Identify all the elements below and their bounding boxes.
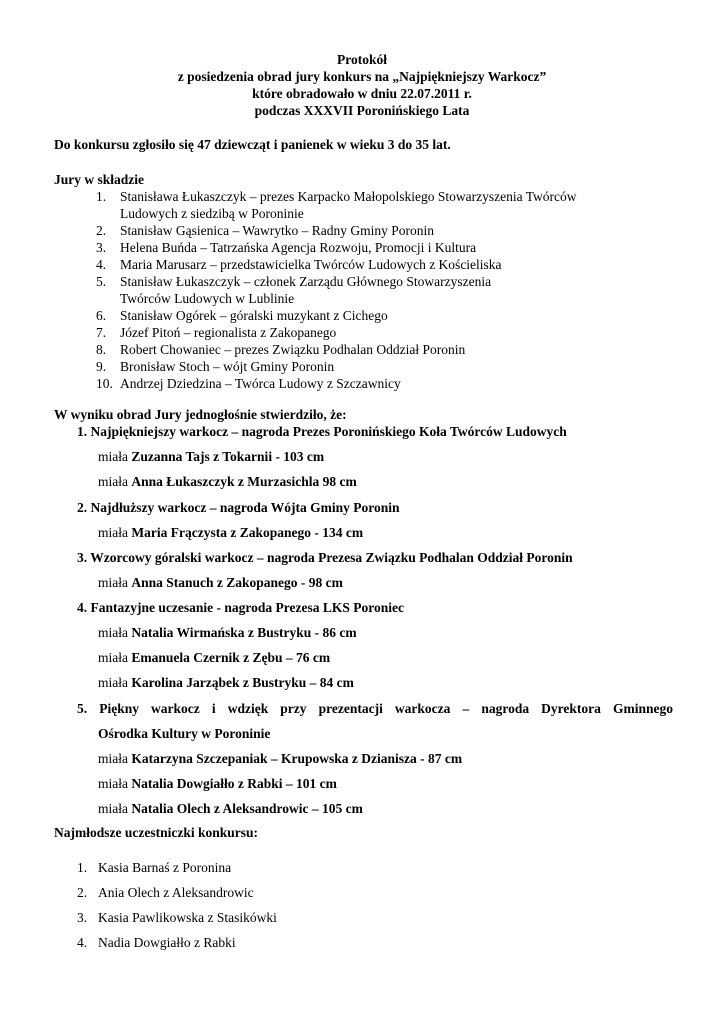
title-line-2: z posiedzenia obrad jury konkurs na „Najpiękniejszy Warkocz” xyxy=(177,69,547,84)
winner-prefix: miała xyxy=(98,801,128,816)
list-number: 1. xyxy=(77,860,88,875)
jury-member xyxy=(96,274,491,290)
participant-name: Kasia Barnaś z Poronina xyxy=(98,860,232,875)
winner-line xyxy=(98,575,343,591)
participant-name: Ania Olech z Aleksandrowic xyxy=(98,885,254,900)
category-title: 5. Piękny warkocz i wdzięk przy prezentacji warkocza – nagroda Dyrektora Gminnego xyxy=(77,701,673,716)
jury-member xyxy=(96,325,336,341)
list-item xyxy=(77,935,236,951)
jury-member-text: Helena Buńda – Tatrzańska Agencja Rozwoju, Promocji i Kultura xyxy=(120,240,477,255)
jury-heading: Jury w składzie xyxy=(54,172,145,187)
list-number: 4. xyxy=(96,257,107,272)
winner-prefix: miała xyxy=(98,776,128,791)
jury-member xyxy=(96,342,465,358)
list-number: 4. xyxy=(77,935,88,950)
list-number: 7. xyxy=(96,325,107,340)
jury-member xyxy=(96,189,577,205)
category-title-continuation: Ośrodka Kultury w Poroninie xyxy=(98,726,271,741)
results-heading: W wyniku obrad Jury jednogłośnie stwierdziło, że: xyxy=(54,407,347,422)
list-number: 10. xyxy=(96,376,113,391)
winner-line xyxy=(98,801,363,817)
winner-line xyxy=(98,525,363,541)
intro-text: Do konkursu zgłosiło się 47 dziewcząt i panienek w wieku 3 do 35 lat. xyxy=(54,137,451,152)
jury-member-continuation: Twórców Ludowych w Lublinie xyxy=(120,291,295,306)
winner-line xyxy=(98,675,354,691)
jury-member xyxy=(96,376,401,392)
title-line-3: które obradowało w dniu 22.07.2011 r. xyxy=(252,86,472,101)
document-title: Protokół xyxy=(337,52,387,67)
winner-line xyxy=(98,474,357,490)
winner-prefix: miała xyxy=(98,525,128,540)
category-title: 2. Najdłuższy warkocz – nagroda Wójta Gminy Poronin xyxy=(77,500,400,515)
winner-prefix: miała xyxy=(98,575,128,590)
list-number: 2. xyxy=(77,885,88,900)
winner-name: Anna Stanuch z Zakopanego - 98 cm xyxy=(131,575,343,590)
participant-name: Kasia Pawlikowska z Stasikówki xyxy=(98,910,277,925)
jury-member-text: Bronisław Stoch – wójt Gminy Poronin xyxy=(120,359,335,374)
category-title: 4. Fantazyjne uczesanie - nagroda Prezesa LKS Poroniec xyxy=(77,600,404,615)
jury-member-text: Stanisław Ogórek – góralski muzykant z Cichego xyxy=(120,308,388,323)
winner-name: Karolina Jarząbek z Bustryku – 84 cm xyxy=(131,675,354,690)
winner-name: Maria Frączysta z Zakopanego - 134 cm xyxy=(131,525,364,540)
winner-line xyxy=(98,751,462,767)
category-title: 1. Najpiękniejszy warkocz – nagroda Prezes Poronińskiego Koła Twórców Ludowych xyxy=(77,424,567,439)
jury-member-continuation: Ludowych z siedzibą w Poroninie xyxy=(120,206,304,221)
winner-prefix: miała xyxy=(98,625,128,640)
winner-line xyxy=(98,776,337,792)
winner-name: Emanuela Czernik z Zębu – 76 cm xyxy=(131,650,331,665)
category-title: 3. Wzorcowy góralski warkocz – nagroda Prezesa Związku Podhalan Oddział Poronin xyxy=(77,550,573,565)
jury-member-text: Stanisław Gąsienica – Wawrytko – Radny Gminy Poronin xyxy=(120,223,435,238)
jury-member-text: Stanisław Łukaszczyk – członek Zarządu Głównego Stowarzyszenia xyxy=(120,274,492,289)
youngest-heading: Najmłodsze uczestniczki konkursu: xyxy=(54,825,259,840)
list-number: 8. xyxy=(96,342,107,357)
winner-name: Natalia Wirmańska z Bustryku - 86 cm xyxy=(131,625,357,640)
winner-line xyxy=(98,650,330,666)
list-number: 3. xyxy=(77,910,88,925)
winner-name: Natalia Olech z Aleksandrowic – 105 cm xyxy=(131,801,363,816)
jury-member-text: Józef Pitoń – regionalista z Zakopanego xyxy=(120,325,337,340)
jury-member-text: Robert Chowaniec – prezes Związku Podhalan Oddział Poronin xyxy=(120,342,466,357)
list-number: 9. xyxy=(96,359,107,374)
participant-name: Nadia Dowgiałło z Rabki xyxy=(98,935,236,950)
winner-prefix: miała xyxy=(98,474,128,489)
jury-member xyxy=(96,308,388,324)
jury-member-text: Stanisława Łukaszczyk – prezes Karpacko Małopolskiego Stowarzyszenia Twórców xyxy=(120,189,577,204)
jury-member xyxy=(96,359,334,375)
winner-name: Natalia Dowgiałło z Rabki – 101 cm xyxy=(131,776,337,791)
jury-member-text: Andrzej Dziedzina – Twórca Ludowy z Szczawnicy xyxy=(120,376,401,391)
winner-prefix: miała xyxy=(98,449,128,464)
list-number: 5. xyxy=(96,274,107,289)
jury-member xyxy=(96,257,502,273)
list-number: 3. xyxy=(96,240,107,255)
winner-prefix: miała xyxy=(98,675,128,690)
winner-prefix: miała xyxy=(98,751,128,766)
list-number: 1. xyxy=(96,189,107,204)
jury-member xyxy=(96,240,476,256)
jury-member xyxy=(96,223,434,239)
title-line-4: podczas XXXVII Poronińskiego Lata xyxy=(254,103,470,118)
jury-member-text: Maria Marusarz – przedstawicielka Twórców Ludowych z Kościeliska xyxy=(120,257,502,272)
winner-name: Katarzyna Szczepaniak – Krupowska z Dzianisza - 87 cm xyxy=(131,751,463,766)
winner-name: Anna Łukaszczyk z Murzasichla 98 cm xyxy=(131,474,357,489)
list-number: 6. xyxy=(96,308,107,323)
winner-line xyxy=(98,625,357,641)
winner-prefix: miała xyxy=(98,650,128,665)
list-item xyxy=(77,885,254,901)
list-number: 2. xyxy=(96,223,107,238)
list-item xyxy=(77,910,277,926)
winner-line xyxy=(98,449,324,465)
list-item xyxy=(77,860,231,876)
winner-name: Zuzanna Tajs z Tokarnii - 103 cm xyxy=(131,449,325,464)
